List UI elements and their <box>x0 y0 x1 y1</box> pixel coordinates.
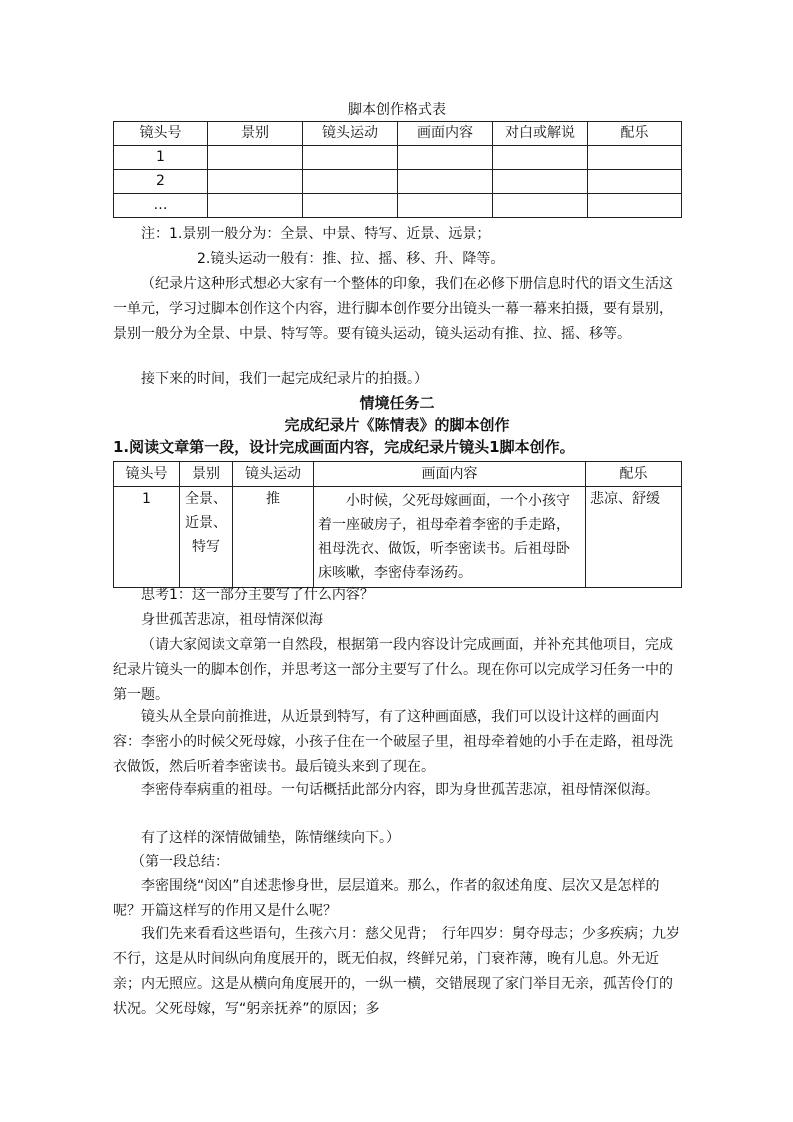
table2-header-cell: 镜头运动 <box>233 462 314 487</box>
paragraph-transition: 有了这样的深情做铺垫，陈情继续向下。） <box>141 830 400 846</box>
task-heading: 1.阅读文章第一段，设计完成画面内容，完成纪录片镜头1脚本创作。 <box>113 438 575 456</box>
note-1: 注：1.景别一般分为：全景、中景、特写、近景、远景； <box>141 226 491 242</box>
paragraph-intro: （纪录片这种形式想必大家有一个整体的印象，我们在必修下册信息时代的语文生活这一单元，学习过脚本创作这个内容，进行脚本创作要分出镜头一幕一幕来拍摄，要有景别，景别一般分为全景、中景、特写等。要有镜头运动，镜头运动有推、拉、摇、移等。 <box>113 276 673 342</box>
note-2: 2.镜头运动一般有：推、拉、摇、移、升、降等。 <box>197 251 505 267</box>
table-cell <box>588 146 682 170</box>
script-format-table <box>113 121 682 218</box>
scene-content-cell: 小时候，父死母嫁画面，一个小孩守着一座破房子，祖母牵着李密的手走路，祖母洗衣、做饭，听李密读书。后祖母卧床咳嗽，李密侍奉汤药。 <box>314 487 586 588</box>
section-title: 情境任务二 <box>359 394 435 412</box>
table1-header-cell: 景别 <box>208 122 303 146</box>
table-cell <box>493 146 588 170</box>
question-1: 思考1：这一部分主要写了什么内容？ <box>141 587 374 603</box>
table-row <box>114 194 682 218</box>
paragraph-next: 接下来的时间，我们一起完成纪录片的拍摄。） <box>141 371 428 387</box>
table1-header-cell: 镜头运动 <box>303 122 398 146</box>
table-cell <box>208 146 303 170</box>
paragraph-instructions: （请大家阅读文章第一自然段，根据第一段内容设计完成画面，并补充其他项目，完成纪录片镜头一的脚本创作，并思考这一部分主要写了什么。现在你可以完成学习任务一中的第一题。 <box>113 637 673 703</box>
section-subtitle: 完成纪录片《陈情表》的脚本创作 <box>284 416 510 434</box>
table2-header-cell: 景别 <box>180 462 233 487</box>
shot-scale-cell: 全景、近景、特写 <box>180 487 233 588</box>
table-cell: 1 <box>114 146 208 170</box>
paragraph-summary: 李密侍奉病重的祖母。一句话概括此部分内容，即为身世孤苦悲凉，祖母情深似海。 <box>141 782 659 798</box>
table-row <box>114 146 682 170</box>
paragraph-narration: 李密围绕“闵凶”自述悲惨身世，层层道来。那么，作者的叙述角度、层次又是怎样的呢？开篇这样写的作用又是什么呢？ <box>113 878 660 919</box>
table1-header-cell: 配乐 <box>588 122 682 146</box>
answer-1: 身世孤苦悲凉，祖母情深似海 <box>141 612 323 628</box>
table-cell <box>588 170 682 194</box>
table2-header-cell: 配乐 <box>586 462 682 487</box>
table-cell <box>208 170 303 194</box>
camera-movement-cell: 推 <box>233 487 314 588</box>
table-cell <box>493 170 588 194</box>
table2-header-cell: 镜头号 <box>114 462 180 487</box>
table2-header-row <box>114 462 682 487</box>
table1-caption: 脚本创作格式表 <box>348 102 446 118</box>
table-cell: 2 <box>114 170 208 194</box>
table-cell <box>493 194 588 218</box>
table-row <box>114 170 682 194</box>
table-cell <box>588 194 682 218</box>
table-cell <box>398 194 493 218</box>
table-cell <box>303 194 398 218</box>
paragraph-summary-heading: （第一段总结： <box>131 854 229 870</box>
paragraph-camera: 镜头从全景向前推进，从近景到特写，有了这种画面感，我们可以设计这样的画面内容：李密小的时候父死母嫁，小孩子住在一个破屋子里，祖母牵着她的小手在走路，祖母洗衣做饭，然后听着李密读书。最后镜头来到了现在。 <box>113 709 673 775</box>
table1-header-cell: 对白或解说 <box>493 122 588 146</box>
table-cell <box>303 170 398 194</box>
table-row <box>114 487 682 588</box>
table-cell: … <box>114 194 208 218</box>
music-cell: 悲凉、舒缓 <box>586 487 682 588</box>
shot-number-cell: 1 <box>114 487 180 588</box>
table-cell <box>398 146 493 170</box>
table1-header-cell: 镜头号 <box>114 122 208 146</box>
table1-header-cell: 画面内容 <box>398 122 493 146</box>
paragraph-analysis: 我们先来看看这些语句，生孩六月：慈父见背； 行年四岁：舅夺母志；少多疾病；九岁不行，这是从时间纵向角度展开的，既无伯叔，终鲜兄弟，门衰祚薄，晚有儿息。外无近亲；内无照应。这是从横向角度展开的，一纵一横，交错展现了家门举目无亲，孤苦伶仃的状况。父死母嫁，写“躬亲抚养”的原因；多 <box>113 926 680 1017</box>
table-cell <box>303 146 398 170</box>
table1-header-row <box>114 122 682 146</box>
table-cell <box>398 170 493 194</box>
documentary-script-table <box>113 461 682 588</box>
table2-header-cell: 画面内容 <box>314 462 586 487</box>
table-cell <box>208 194 303 218</box>
